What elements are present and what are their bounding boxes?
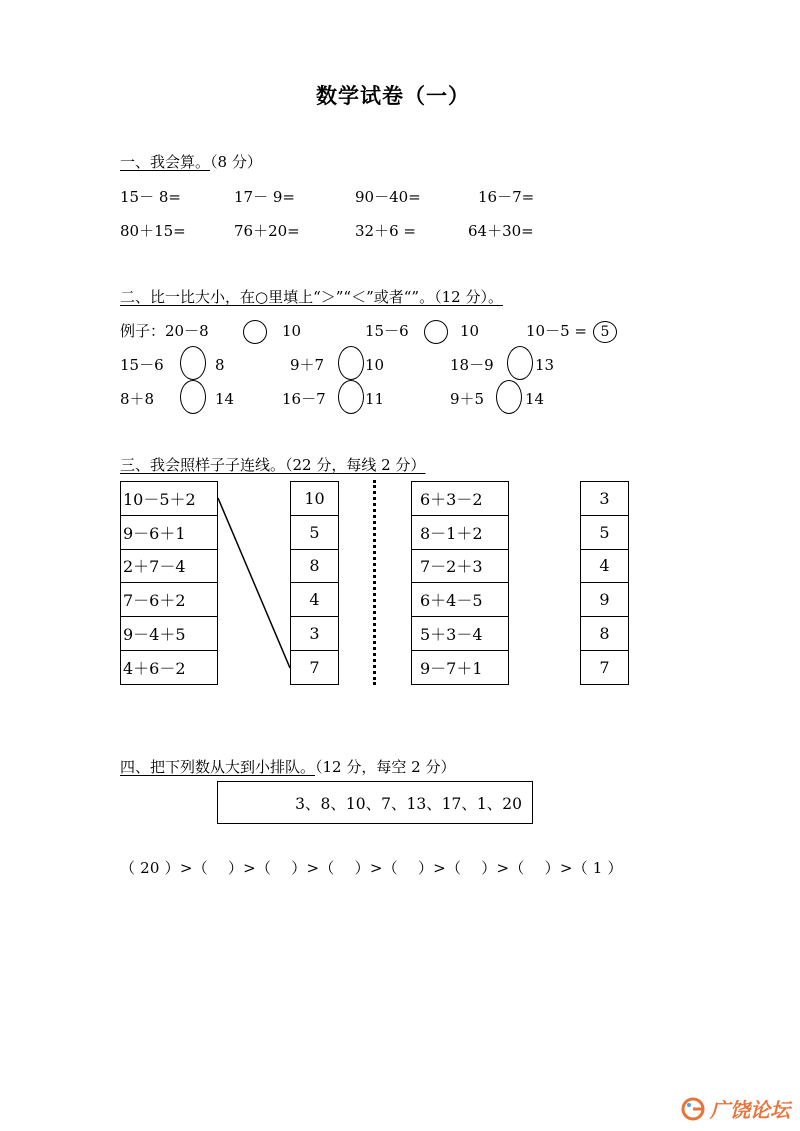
compare-right: 10 bbox=[365, 356, 385, 374]
problem: 90－40= bbox=[355, 188, 421, 206]
expression-cell[interactable]: 4＋6－2 bbox=[123, 659, 186, 679]
example-label: 例子：20－8 bbox=[120, 322, 209, 340]
compare-left: 18－9 bbox=[450, 356, 494, 374]
answer-cell[interactable]: 5 bbox=[291, 516, 338, 550]
answer-cell[interactable]: 7 bbox=[599, 658, 610, 678]
section3-heading bbox=[120, 458, 425, 473]
problem: 32＋6 = bbox=[355, 222, 416, 240]
compare-circle[interactable] bbox=[338, 380, 364, 414]
compare-circle[interactable] bbox=[180, 380, 206, 414]
left-expression-column bbox=[120, 481, 218, 685]
section3-heading-text: 三、我会照样子子连线。（22 分，每线 2 分） bbox=[120, 456, 426, 474]
compare-left: 9＋7 bbox=[290, 356, 325, 374]
example-compare-circle bbox=[424, 320, 448, 344]
compare-circle[interactable] bbox=[507, 346, 533, 380]
example-value: 10 bbox=[282, 322, 302, 340]
expression-cell[interactable]: 8－1＋2 bbox=[412, 516, 508, 550]
compare-right: 14 bbox=[215, 390, 235, 408]
compare-right: 11 bbox=[365, 390, 385, 408]
expression-cell[interactable]: 6＋4－5 bbox=[412, 583, 508, 617]
section4-heading bbox=[120, 760, 455, 775]
expression-cell[interactable]: 5＋3－4 bbox=[412, 617, 508, 651]
section4-heading-main: 四、把下列数从大到小排队。 bbox=[120, 758, 316, 776]
answer-cell[interactable]: 7 bbox=[309, 658, 320, 678]
example-answer-circle bbox=[593, 321, 617, 343]
example-connecting-line-path bbox=[218, 498, 290, 668]
compare-circle[interactable] bbox=[180, 346, 206, 380]
section1-heading bbox=[120, 155, 262, 170]
expression-cell[interactable]: 6＋3－2 bbox=[412, 482, 508, 516]
ordering-answer-line[interactable]: （ 20 ）>（ ）>（ ）>（ ）>（ ）>（ ）>（ ）>（ 1 ） bbox=[120, 859, 623, 877]
expression-cell[interactable]: 7－2＋3 bbox=[412, 550, 508, 584]
section1-heading-main: 一、我会算。 bbox=[120, 153, 211, 171]
compare-right: 14 bbox=[525, 390, 545, 408]
expression-cell[interactable]: 7－6＋2 bbox=[121, 583, 217, 617]
problem: 17－ 9= bbox=[234, 188, 295, 206]
problem: 64＋30= bbox=[468, 222, 534, 240]
problem: 15－ 8= bbox=[120, 188, 181, 206]
expression-cell[interactable]: 9－6＋1 bbox=[121, 516, 217, 550]
compare-left: 16－7 bbox=[282, 390, 326, 408]
section4-heading-points: （12 分，每空 2 分） bbox=[315, 758, 456, 776]
compare-circle[interactable] bbox=[338, 346, 364, 380]
expression-cell[interactable]: 9－4＋5 bbox=[121, 617, 217, 651]
example-value: 15－6 bbox=[365, 322, 409, 340]
expression-cell[interactable]: 2＋7－4 bbox=[121, 550, 217, 584]
answer-cell[interactable]: 8 bbox=[291, 550, 338, 584]
example-answer: 5 bbox=[600, 324, 610, 340]
compare-left: 9＋5 bbox=[450, 390, 485, 408]
left-answer-column bbox=[290, 481, 339, 685]
column-divider bbox=[373, 480, 376, 685]
watermark bbox=[680, 1094, 790, 1123]
section1-heading-points: （8 分） bbox=[210, 153, 262, 171]
problem: 16－7= bbox=[478, 188, 535, 206]
right-expression-column bbox=[411, 481, 509, 685]
page-title: 数学试卷（一） bbox=[316, 84, 470, 108]
expression-cell[interactable]: 10－5＋2 bbox=[121, 482, 217, 516]
compare-right: 8 bbox=[215, 356, 225, 374]
example-value: 10 bbox=[460, 322, 480, 340]
problem: 80＋15= bbox=[120, 222, 186, 240]
watermark-text: 广饶论坛 bbox=[710, 1098, 790, 1122]
right-answer-column bbox=[580, 481, 629, 685]
answer-cell[interactable]: 4 bbox=[291, 583, 338, 617]
numbers-box: 3、8、10、7、13、17、1、20 bbox=[217, 781, 533, 824]
compare-left: 15－6 bbox=[120, 356, 164, 374]
compare-left: 8＋8 bbox=[120, 390, 155, 408]
compare-circle[interactable] bbox=[496, 380, 522, 414]
compare-right: 13 bbox=[535, 356, 555, 374]
example-compare-circle bbox=[243, 320, 267, 344]
example-value: 10－5 = bbox=[526, 322, 587, 340]
expression-cell[interactable]: 9－7＋1 bbox=[420, 659, 483, 679]
answer-cell[interactable]: 10 bbox=[291, 482, 338, 516]
answer-cell[interactable]: 8 bbox=[581, 617, 628, 651]
answer-cell[interactable]: 3 bbox=[291, 617, 338, 651]
answer-cell[interactable]: 4 bbox=[581, 550, 628, 584]
answer-cell[interactable]: 5 bbox=[581, 516, 628, 550]
section2-heading-text: 二、比一比大小，在○里填上“＞”“＜”或者“”。（12 分）。 bbox=[120, 288, 503, 306]
answer-cell[interactable]: 3 bbox=[581, 482, 628, 516]
section2-heading bbox=[120, 290, 503, 305]
problem: 76＋20= bbox=[234, 222, 300, 240]
answer-cell[interactable]: 9 bbox=[581, 583, 628, 617]
forum-logo-icon bbox=[680, 1096, 706, 1122]
